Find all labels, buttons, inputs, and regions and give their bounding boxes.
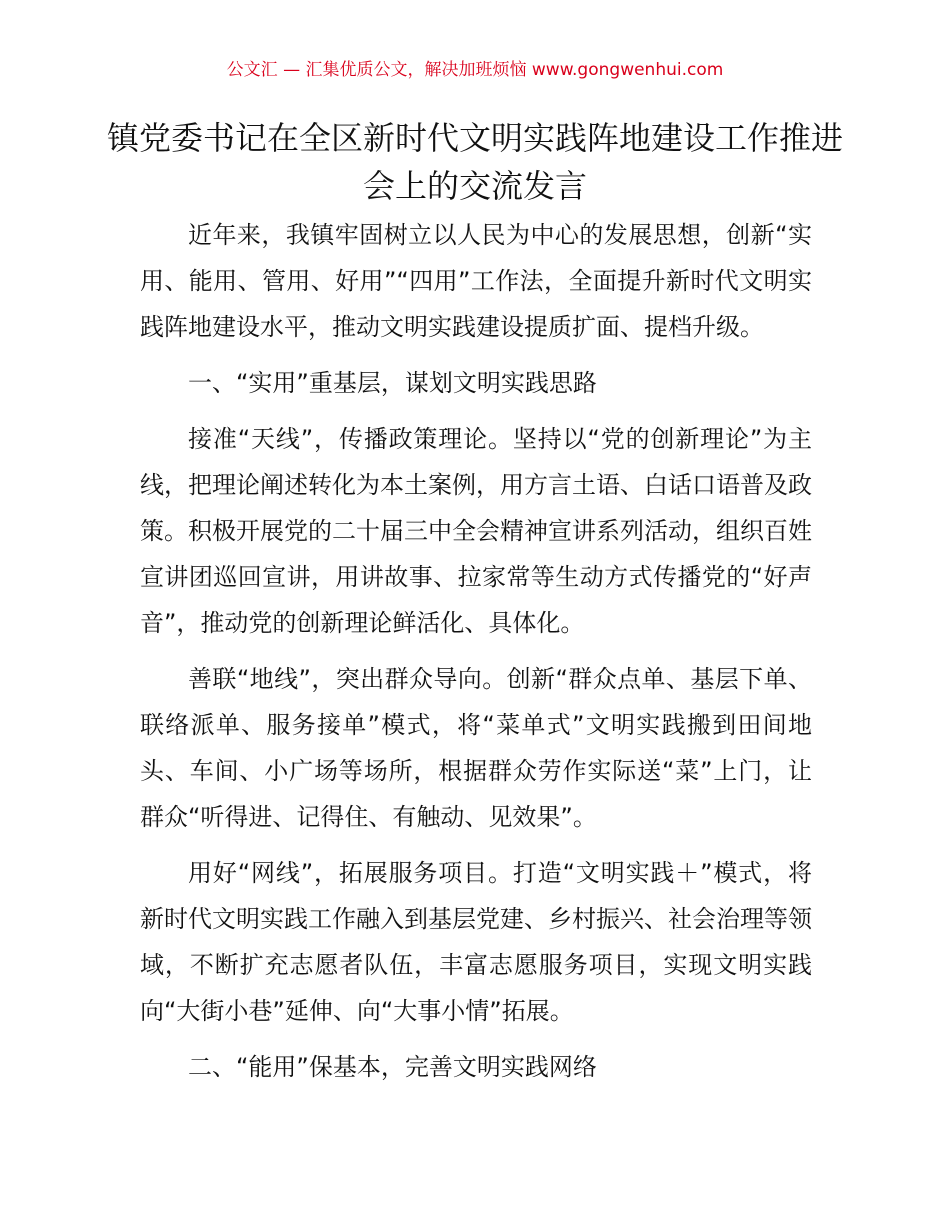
section-heading-1: 一、“实用”重基层，谋划文明实践思路 (188, 369, 597, 397)
document-body (140, 212, 812, 1100)
paragraph-wangxian: 用好“网线”，拓展服务项目。打造“文明实践＋”模式，将新时代文明实践工作融入到基层党建、乡村振兴、社会治理等领域，不断扩充志愿者队伍，丰富志愿服务项目，实现文明实践向“大街小巷”延伸、向“大事小情”拓展。 (140, 859, 812, 1025)
section-heading-2: 二、“能用”保基本，完善文明实践网络 (188, 1053, 597, 1081)
site-header-banner: 公文汇 — 汇集优质公文，解决加班烦恼 www.gongwenhui.com (226, 60, 724, 80)
document-title: 镇党委书记在全区新时代文明实践阵地建设工作推进会上的交流发言 (106, 119, 843, 205)
paragraph-dixian: 善联“地线”，突出群众导向。创新“群众点单、基层下单、联络派单、服务接单”模式，将“菜单式”文明实践搬到田间地头、车间、小广场等场所，根据群众劳作实际送“菜”上门，让群众“听得进、记得住、有触动、见效果”。 (140, 665, 812, 831)
paragraph-intro: 近年来，我镇牢固树立以人民为中心的发展思想，创新“实用、能用、管用、好用”“四用”工作法，全面提升新时代文明实践阵地建设水平，推动文明实践建设提质扩面、提档升级。 (140, 221, 812, 341)
paragraph-tianxian: 接准“天线”，传播政策理论。坚持以“党的创新理论”为主线，把理论阐述转化为本土案例，用方言土语、白话口语普及政策。积极开展党的二十届三中全会精神宣讲系列活动，组织百姓宣讲团巡回宣讲，用讲故事、拉家常等生动方式传播党的“好声音”，推动党的创新理论鲜活化、具体化。 (140, 425, 812, 637)
